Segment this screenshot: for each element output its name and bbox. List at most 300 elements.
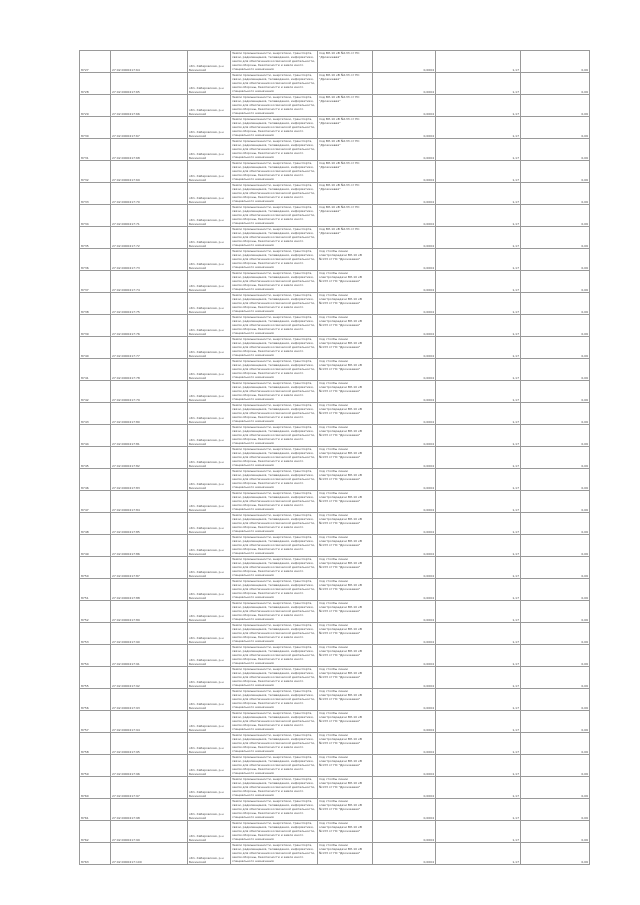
value-cell: 0,06 (521, 601, 590, 623)
rate-cell: 1,17 (436, 843, 521, 865)
table-row (80, 249, 590, 271)
purpose-cell: под столбы линии электропередачи ВЛ-10 кВ №133 от ПС "Дрожжевая" (318, 381, 373, 403)
land-category-cell: Земли промышленности, энергетики, транспорта, связи, радиовещания, телевидения, информатики, земли для обеспечения космической деятельности, земли обороны, безопасности и земли иного специального назначения (231, 271, 318, 293)
row-number-cell: 8727 (80, 51, 111, 73)
table-row (80, 403, 590, 425)
land-category-cell: Земли промышленности, энергетики, транспорта, связи, радиовещания, телевидения, информатики, земли для обеспечения космической деятельности, земли обороны, безопасности и земли иного специального назначения (231, 535, 318, 557)
value-cell: 0,06 (521, 755, 590, 777)
cadastral-number-cell: 27:02:0000417:87 (111, 557, 188, 579)
value-cell: 0,06 (521, 645, 590, 667)
purpose-cell: под столбы линии электропередачи ВЛ-10 кВ №133 от ПС "Дрожжевая" (318, 403, 373, 425)
row-number-cell: 8745 (80, 447, 111, 469)
area-cell: 0,0004 (373, 51, 436, 73)
land-category-cell: Земли промышленности, энергетики, транспорта, связи, радиовещания, телевидения, информатики, земли для обеспечения космической деятельности, земли обороны, безопасности и земли иного специального назначения (231, 777, 318, 799)
land-category-cell: Земли промышленности, энергетики, транспорта, связи, радиовещания, телевидения, информатики, земли для обеспечения космической деятельности, земли обороны, безопасности и земли иного специального назначения (231, 51, 318, 73)
land-category-cell: Земли промышленности, энергетики, транспорта, связи, радиовещания, телевидения, информатики, земли для обеспечения космической деятельности, земли обороны, безопасности и земли иного специального назначения (231, 755, 318, 777)
rate-cell: 1,17 (436, 711, 521, 733)
land-category-cell: Земли промышленности, энергетики, транспорта, связи, радиовещания, телевидения, информатики, земли для обеспечения космической деятельности, земли обороны, безопасности и земли иного специального назначения (231, 447, 318, 469)
rate-cell: 1,17 (436, 535, 521, 557)
rate-cell: 1,17 (436, 139, 521, 161)
land-category-cell: Земли промышленности, энергетики, транспорта, связи, радиовещания, телевидения, информатики, земли для обеспечения космической деятельности, земли обороны, безопасности и земли иного специального назначения (231, 337, 318, 359)
rate-cell: 1,17 (436, 755, 521, 777)
purpose-cell: под ВЛ-10 кВ №133 от ПС "Дрожжевая" (318, 117, 373, 139)
row-number-cell: 8744 (80, 425, 111, 447)
purpose-cell: под столбы линии электропередачи ВЛ-10 кВ №133 от ПС "Дрожжевая" (318, 645, 373, 667)
location-cell: обл. Хабаровская, р-н Бикинский (188, 315, 231, 337)
table-row (80, 73, 590, 95)
value-cell: 0,06 (521, 183, 590, 205)
land-category-cell: Земли промышленности, энергетики, транспорта, связи, радиовещания, телевидения, информатики, земли для обеспечения космической деятельности, земли обороны, безопасности и земли иного специального назначения (231, 95, 318, 117)
area-cell: 0,0004 (373, 73, 436, 95)
rate-cell: 1,17 (436, 315, 521, 337)
table-row (80, 293, 590, 315)
purpose-cell: под столбы линии электропередачи ВЛ-10 кВ №133 от ПС "Дрожжевая" (318, 249, 373, 271)
cadastral-number-cell: 27:02:0000417:76 (111, 315, 188, 337)
land-category-cell: Земли промышленности, энергетики, транспорта, связи, радиовещания, телевидения, информатики, земли для обеспечения космической деятельности, земли обороны, безопасности и земли иного специального назначения (231, 843, 318, 865)
area-cell: 0,0004 (373, 337, 436, 359)
land-category-cell: Земли промышленности, энергетики, транспорта, связи, радиовещания, телевидения, информатики, земли для обеспечения космической деятельности, земли обороны, безопасности и земли иного специального назначения (231, 469, 318, 491)
cadastral-number-cell: 27:02:0000417:90 (111, 623, 188, 645)
location-cell: обл. Хабаровская, р-н Бикинский (188, 689, 231, 711)
cadastral-number-cell: 27:02:0000417:74 (111, 271, 188, 293)
location-cell: обл. Хабаровская, р-н Бикинский (188, 249, 231, 271)
purpose-cell: под столбы линии электропередачи ВЛ-10 кВ №133 от ПС "Дрожжевая" (318, 777, 373, 799)
table-row (80, 601, 590, 623)
rate-cell: 1,17 (436, 601, 521, 623)
value-cell: 0,06 (521, 95, 590, 117)
rate-cell: 1,17 (436, 205, 521, 227)
value-cell: 0,06 (521, 315, 590, 337)
area-cell: 0,0004 (373, 623, 436, 645)
cadastral-number-cell: 27:02:0000417:78 (111, 359, 188, 381)
location-cell: обл. Хабаровская, р-н Бикинский (188, 337, 231, 359)
value-cell: 0,06 (521, 689, 590, 711)
row-number-cell: 8742 (80, 381, 111, 403)
row-number-cell: 8758 (80, 733, 111, 755)
rate-cell: 1,17 (436, 271, 521, 293)
purpose-cell: под ВЛ-10 кВ №133 от ПС "Дрожжевая" (318, 73, 373, 95)
cadastral-number-cell: 27:02:0000417:95 (111, 733, 188, 755)
row-number-cell: 8748 (80, 513, 111, 535)
land-category-cell: Земли промышленности, энергетики, транспорта, связи, радиовещания, телевидения, информатики, земли для обеспечения космической деятельности, земли обороны, безопасности и земли иного специального назначения (231, 623, 318, 645)
row-number-cell: 8732 (80, 161, 111, 183)
land-category-cell: Земли промышленности, энергетики, транспорта, связи, радиовещания, телевидения, информатики, земли для обеспечения космической деятельности, земли обороны, безопасности и земли иного специального назначения (231, 733, 318, 755)
purpose-cell: под столбы линии электропередачи ВЛ-10 кВ №133 от ПС "Дрожжевая" (318, 689, 373, 711)
table-row (80, 227, 590, 249)
cadastral-number-cell: 27:02:0000417:67 (111, 117, 188, 139)
cadastral-number-cell: 27:02:0000417:77 (111, 337, 188, 359)
area-cell: 0,0004 (373, 227, 436, 249)
cadastral-number-cell: 27:02:0000417:100 (111, 843, 188, 865)
value-cell: 0,06 (521, 227, 590, 249)
table-row (80, 821, 590, 843)
area-cell: 0,0004 (373, 469, 436, 491)
cadastral-number-cell: 27:02:0000417:84 (111, 491, 188, 513)
area-cell: 0,0004 (373, 821, 436, 843)
cadastral-number-cell: 27:02:0000417:64 (111, 51, 188, 73)
area-cell: 0,0004 (373, 117, 436, 139)
location-cell: обл. Хабаровская, р-н Бикинский (188, 183, 231, 205)
table-row (80, 491, 590, 513)
value-cell: 0,06 (521, 843, 590, 865)
area-cell: 0,0004 (373, 579, 436, 601)
row-number-cell: 8739 (80, 315, 111, 337)
table-row (80, 755, 590, 777)
location-cell: обл. Хабаровская, р-н Бикинский (188, 117, 231, 139)
location-cell: обл. Хабаровская, р-н Бикинский (188, 359, 231, 381)
row-number-cell: 8757 (80, 711, 111, 733)
purpose-cell: под ВЛ-10 кВ №133 от ПС "Дрожжевая" (318, 227, 373, 249)
table-row (80, 623, 590, 645)
row-number-cell: 8750 (80, 557, 111, 579)
purpose-cell: под столбы линии электропередачи ВЛ-10 кВ №133 от ПС "Дрожжевая" (318, 557, 373, 579)
table-row (80, 843, 590, 865)
row-number-cell: 8735 (80, 227, 111, 249)
table-row (80, 535, 590, 557)
table-row (80, 447, 590, 469)
purpose-cell: под столбы линии электропередачи ВЛ-10 кВ №133 от ПС "Дрожжевая" (318, 447, 373, 469)
cadastral-number-cell: 27:02:0000417:99 (111, 821, 188, 843)
value-cell: 0,06 (521, 359, 590, 381)
area-cell: 0,0004 (373, 381, 436, 403)
value-cell: 0,06 (521, 733, 590, 755)
purpose-cell: под столбы линии электропередачи ВЛ-10 кВ №133 от ПС "Дрожжевая" (318, 359, 373, 381)
row-number-cell: 8731 (80, 139, 111, 161)
value-cell: 0,06 (521, 73, 590, 95)
area-cell: 0,0004 (373, 315, 436, 337)
area-cell: 0,0004 (373, 359, 436, 381)
row-number-cell: 8741 (80, 359, 111, 381)
land-plots-table (79, 50, 590, 865)
purpose-cell: под столбы линии электропередачи ВЛ-10 кВ №133 от ПС "Дрожжевая" (318, 821, 373, 843)
land-category-cell: Земли промышленности, энергетики, транспорта, связи, радиовещания, телевидения, информатики, земли для обеспечения космической деятельности, земли обороны, безопасности и земли иного специального назначения (231, 293, 318, 315)
table-row (80, 557, 590, 579)
row-number-cell: 8733 (80, 183, 111, 205)
purpose-cell: под столбы линии электропередачи ВЛ-10 кВ №133 от ПС "Дрожжевая" (318, 315, 373, 337)
land-category-cell: Земли промышленности, энергетики, транспорта, связи, радиовещания, телевидения, информатики, земли для обеспечения космической деятельности, земли обороны, безопасности и земли иного специального назначения (231, 205, 318, 227)
area-cell: 0,0004 (373, 513, 436, 535)
rate-cell: 1,17 (436, 51, 521, 73)
row-number-cell: 8759 (80, 755, 111, 777)
location-cell: обл. Хабаровская, р-н Бикинский (188, 293, 231, 315)
table-row (80, 95, 590, 117)
cadastral-number-cell: 27:02:0000417:73 (111, 249, 188, 271)
area-cell: 0,0004 (373, 733, 436, 755)
purpose-cell: под ВЛ-10 кВ №133 от ПС "Дрожжевая" (318, 95, 373, 117)
table-row (80, 359, 590, 381)
cadastral-number-cell: 27:02:0000417:97 (111, 777, 188, 799)
table-row (80, 381, 590, 403)
value-cell: 0,06 (521, 271, 590, 293)
location-cell: обл. Хабаровская, р-н Бикинский (188, 381, 231, 403)
row-number-cell: 8737 (80, 271, 111, 293)
purpose-cell: под столбы линии электропередачи ВЛ-10 кВ №133 от ПС "Дрожжевая" (318, 733, 373, 755)
row-number-cell: 8763 (80, 843, 111, 865)
rate-cell: 1,17 (436, 447, 521, 469)
table-row (80, 513, 590, 535)
purpose-cell: под ВЛ-10 кВ №133 от ПС "Дрожжевая" (318, 139, 373, 161)
area-cell: 0,0004 (373, 447, 436, 469)
cadastral-number-cell: 27:02:0000417:88 (111, 579, 188, 601)
value-cell: 0,06 (521, 381, 590, 403)
cadastral-number-cell: 27:02:0000417:79 (111, 381, 188, 403)
table-row (80, 315, 590, 337)
purpose-cell: под ВЛ-10 кВ №133 от ПС "Дрожжевая" (318, 51, 373, 73)
row-number-cell: 8762 (80, 821, 111, 843)
land-category-cell: Земли промышленности, энергетики, транспорта, связи, радиовещания, телевидения, информатики, земли для обеспечения космической деятельности, земли обороны, безопасности и земли иного специального назначения (231, 557, 318, 579)
value-cell: 0,06 (521, 491, 590, 513)
area-cell: 0,0004 (373, 183, 436, 205)
cadastral-number-cell: 27:02:0000417:86 (111, 535, 188, 557)
cadastral-number-cell: 27:02:0000417:71 (111, 205, 188, 227)
row-number-cell: 8738 (80, 293, 111, 315)
rate-cell: 1,17 (436, 579, 521, 601)
land-category-cell: Земли промышленности, энергетики, транспорта, связи, радиовещания, телевидения, информатики, земли для обеспечения космической деятельности, земли обороны, безопасности и земли иного специального назначения (231, 315, 318, 337)
value-cell: 0,06 (521, 403, 590, 425)
area-cell: 0,0004 (373, 95, 436, 117)
location-cell: обл. Хабаровская, р-н Бикинский (188, 227, 231, 249)
area-cell: 0,0004 (373, 403, 436, 425)
row-number-cell: 8753 (80, 623, 111, 645)
table-row (80, 799, 590, 821)
value-cell: 0,06 (521, 667, 590, 689)
value-cell: 0,06 (521, 535, 590, 557)
rate-cell: 1,17 (436, 359, 521, 381)
rate-cell: 1,17 (436, 117, 521, 139)
location-cell: обл. Хабаровская, р-н Бикинский (188, 139, 231, 161)
area-cell: 0,0004 (373, 425, 436, 447)
land-category-cell: Земли промышленности, энергетики, транспорта, связи, радиовещания, телевидения, информатики, земли для обеспечения космической деятельности, земли обороны, безопасности и земли иного специального назначения (231, 711, 318, 733)
area-cell: 0,0004 (373, 843, 436, 865)
area-cell: 0,0004 (373, 293, 436, 315)
cadastral-number-cell: 27:02:0000417:80 (111, 403, 188, 425)
location-cell: обл. Хабаровская, р-н Бикинский (188, 733, 231, 755)
location-cell: обл. Хабаровская, р-н Бикинский (188, 447, 231, 469)
value-cell: 0,06 (521, 139, 590, 161)
row-number-cell: 8746 (80, 469, 111, 491)
area-cell: 0,0004 (373, 777, 436, 799)
area-cell: 0,0004 (373, 711, 436, 733)
table-row (80, 689, 590, 711)
area-cell: 0,0004 (373, 689, 436, 711)
row-number-cell: 8754 (80, 645, 111, 667)
location-cell: обл. Хабаровская, р-н Бикинский (188, 73, 231, 95)
rate-cell: 1,17 (436, 623, 521, 645)
purpose-cell: под столбы линии электропередачи ВЛ-10 кВ №133 от ПС "Дрожжевая" (318, 667, 373, 689)
land-category-cell: Земли промышленности, энергетики, транспорта, связи, радиовещания, телевидения, информатики, земли для обеспечения космической деятельности, земли обороны, безопасности и земли иного специального назначения (231, 645, 318, 667)
purpose-cell: под столбы линии электропередачи ВЛ-10 кВ №133 от ПС "Дрожжевая" (318, 535, 373, 557)
land-category-cell: Земли промышленности, энергетики, транспорта, связи, радиовещания, телевидения, информатики, земли для обеспечения космической деятельности, земли обороны, безопасности и земли иного специального назначения (231, 227, 318, 249)
cadastral-number-cell: 27:02:0000417:83 (111, 469, 188, 491)
document-sheet (79, 50, 588, 865)
rate-cell: 1,17 (436, 667, 521, 689)
land-category-cell: Земли промышленности, энергетики, транспорта, связи, радиовещания, телевидения, информатики, земли для обеспечения космической деятельности, земли обороны, безопасности и земли иного специального назначения (231, 381, 318, 403)
purpose-cell: под столбы линии электропередачи ВЛ-10 кВ №133 от ПС "Дрожжевая" (318, 755, 373, 777)
cadastral-number-cell: 27:02:0000417:69 (111, 161, 188, 183)
table-row (80, 139, 590, 161)
cadastral-number-cell: 27:02:0000417:89 (111, 601, 188, 623)
rate-cell: 1,17 (436, 227, 521, 249)
area-cell: 0,0004 (373, 271, 436, 293)
cadastral-number-cell: 27:02:0000417:75 (111, 293, 188, 315)
rate-cell: 1,17 (436, 645, 521, 667)
area-cell: 0,0004 (373, 491, 436, 513)
rate-cell: 1,17 (436, 161, 521, 183)
cadastral-number-cell: 27:02:0000417:66 (111, 95, 188, 117)
purpose-cell: под ВЛ-10 кВ №133 от ПС "Дрожжевая" (318, 161, 373, 183)
row-number-cell: 8736 (80, 249, 111, 271)
value-cell: 0,06 (521, 249, 590, 271)
location-cell: обл. Хабаровская, р-н Бикинский (188, 843, 231, 865)
location-cell: обл. Хабаровская, р-н Бикинский (188, 755, 231, 777)
cadastral-number-cell: 27:02:0000417:93 (111, 689, 188, 711)
row-number-cell: 8756 (80, 689, 111, 711)
rate-cell: 1,17 (436, 293, 521, 315)
location-cell: обл. Хабаровская, р-н Бикинский (188, 579, 231, 601)
table-row (80, 117, 590, 139)
land-category-cell: Земли промышленности, энергетики, транспорта, связи, радиовещания, телевидения, информатики, земли для обеспечения космической деятельности, земли обороны, безопасности и земли иного специального назначения (231, 491, 318, 513)
table-row (80, 183, 590, 205)
land-category-cell: Земли промышленности, энергетики, транспорта, связи, радиовещания, телевидения, информатики, земли для обеспечения космической деятельности, земли обороны, безопасности и земли иного специального назначения (231, 821, 318, 843)
cadastral-number-cell: 27:02:0000417:85 (111, 513, 188, 535)
table-row (80, 645, 590, 667)
row-number-cell: 8747 (80, 491, 111, 513)
land-category-cell: Земли промышленности, энергетики, транспорта, связи, радиовещания, телевидения, информатики, земли для обеспечения космической деятельности, земли обороны, безопасности и земли иного специального назначения (231, 183, 318, 205)
value-cell: 0,06 (521, 513, 590, 535)
location-cell: обл. Хабаровская, р-н Бикинский (188, 491, 231, 513)
area-cell: 0,0004 (373, 799, 436, 821)
row-number-cell: 8734 (80, 205, 111, 227)
row-number-cell: 8755 (80, 667, 111, 689)
cadastral-number-cell: 27:02:0000417:91 (111, 645, 188, 667)
purpose-cell: под столбы линии электропередачи ВЛ-10 кВ №133 от ПС "Дрожжевая" (318, 271, 373, 293)
row-number-cell: 8728 (80, 73, 111, 95)
location-cell: обл. Хабаровская, р-н Бикинский (188, 271, 231, 293)
location-cell: обл. Хабаровская, р-н Бикинский (188, 535, 231, 557)
rate-cell: 1,17 (436, 95, 521, 117)
location-cell: обл. Хабаровская, р-н Бикинский (188, 513, 231, 535)
value-cell: 0,06 (521, 51, 590, 73)
location-cell: обл. Хабаровская, р-н Бикинский (188, 711, 231, 733)
location-cell: обл. Хабаровская, р-н Бикинский (188, 51, 231, 73)
purpose-cell: под столбы линии электропередачи ВЛ-10 кВ №133 от ПС "Дрожжевая" (318, 799, 373, 821)
location-cell: обл. Хабаровская, р-н Бикинский (188, 95, 231, 117)
value-cell: 0,06 (521, 117, 590, 139)
cadastral-number-cell: 27:02:0000417:68 (111, 139, 188, 161)
location-cell: обл. Хабаровская, р-н Бикинский (188, 821, 231, 843)
table-row (80, 337, 590, 359)
row-number-cell: 8740 (80, 337, 111, 359)
table-row (80, 469, 590, 491)
row-number-cell: 8743 (80, 403, 111, 425)
value-cell: 0,06 (521, 161, 590, 183)
rate-cell: 1,17 (436, 557, 521, 579)
value-cell: 0,06 (521, 711, 590, 733)
table-row (80, 161, 590, 183)
value-cell: 0,06 (521, 205, 590, 227)
purpose-cell: под столбы линии электропередачи ВЛ-10 кВ №133 от ПС "Дрожжевая" (318, 469, 373, 491)
cadastral-number-cell: 27:02:0000417:65 (111, 73, 188, 95)
value-cell: 0,06 (521, 799, 590, 821)
value-cell: 0,06 (521, 447, 590, 469)
land-category-cell: Земли промышленности, энергетики, транспорта, связи, радиовещания, телевидения, информатики, земли для обеспечения космической деятельности, земли обороны, безопасности и земли иного специального назначения (231, 799, 318, 821)
table-row (80, 51, 590, 73)
cadastral-number-cell: 27:02:0000417:92 (111, 667, 188, 689)
land-category-cell: Земли промышленности, энергетики, транспорта, связи, радиовещания, телевидения, информатики, земли для обеспечения космической деятельности, земли обороны, безопасности и земли иного специального назначения (231, 513, 318, 535)
table-body (80, 51, 590, 865)
row-number-cell: 8752 (80, 601, 111, 623)
rate-cell: 1,17 (436, 513, 521, 535)
table-row (80, 205, 590, 227)
value-cell: 0,06 (521, 579, 590, 601)
rate-cell: 1,17 (436, 337, 521, 359)
area-cell: 0,0004 (373, 667, 436, 689)
area-cell: 0,0004 (373, 205, 436, 227)
table-row (80, 777, 590, 799)
value-cell: 0,06 (521, 425, 590, 447)
row-number-cell: 8760 (80, 777, 111, 799)
location-cell: обл. Хабаровская, р-н Бикинский (188, 557, 231, 579)
area-cell: 0,0004 (373, 535, 436, 557)
rate-cell: 1,17 (436, 777, 521, 799)
purpose-cell: под ВЛ-10 кВ №133 от ПС "Дрожжевая" (318, 205, 373, 227)
land-category-cell: Земли промышленности, энергетики, транспорта, связи, радиовещания, телевидения, информатики, земли для обеспечения космической деятельности, земли обороны, безопасности и земли иного специального назначения (231, 139, 318, 161)
cadastral-number-cell: 27:02:0000417:96 (111, 755, 188, 777)
land-category-cell: Земли промышленности, энергетики, транспорта, связи, радиовещания, телевидения, информатики, земли для обеспечения космической деятельности, земли обороны, безопасности и земли иного специального назначения (231, 425, 318, 447)
value-cell: 0,06 (521, 337, 590, 359)
rate-cell: 1,17 (436, 469, 521, 491)
rate-cell: 1,17 (436, 689, 521, 711)
value-cell: 0,06 (521, 821, 590, 843)
value-cell: 0,06 (521, 469, 590, 491)
area-cell: 0,0004 (373, 601, 436, 623)
location-cell: обл. Хабаровская, р-н Бикинский (188, 601, 231, 623)
table-row (80, 579, 590, 601)
purpose-cell: под столбы линии электропередачи ВЛ-10 кВ №133 от ПС "Дрожжевая" (318, 293, 373, 315)
area-cell: 0,0004 (373, 249, 436, 271)
land-category-cell: Земли промышленности, энергетики, транспорта, связи, радиовещания, телевидения, информатики, земли для обеспечения космической деятельности, земли обороны, безопасности и земли иного специального назначения (231, 359, 318, 381)
area-cell: 0,0004 (373, 139, 436, 161)
location-cell: обл. Хабаровская, р-н Бикинский (188, 645, 231, 667)
location-cell: обл. Хабаровская, р-н Бикинский (188, 205, 231, 227)
purpose-cell: под столбы линии электропередачи ВЛ-10 кВ №133 от ПС "Дрожжевая" (318, 711, 373, 733)
area-cell: 0,0004 (373, 645, 436, 667)
purpose-cell: под столбы линии электропередачи ВЛ-10 кВ №133 от ПС "Дрожжевая" (318, 513, 373, 535)
area-cell: 0,0004 (373, 755, 436, 777)
rate-cell: 1,17 (436, 403, 521, 425)
location-cell: обл. Хабаровская, р-н Бикинский (188, 161, 231, 183)
location-cell: обл. Хабаровская, р-н Бикинский (188, 667, 231, 689)
land-category-cell: Земли промышленности, энергетики, транспорта, связи, радиовещания, телевидения, информатики, земли для обеспечения космической деятельности, земли обороны, безопасности и земли иного специального назначения (231, 667, 318, 689)
rate-cell: 1,17 (436, 491, 521, 513)
row-number-cell: 8730 (80, 117, 111, 139)
rate-cell: 1,17 (436, 73, 521, 95)
location-cell: обл. Хабаровская, р-н Бикинский (188, 777, 231, 799)
purpose-cell: под столбы линии электропередачи ВЛ-10 кВ №133 от ПС "Дрожжевая" (318, 579, 373, 601)
table-row (80, 425, 590, 447)
land-category-cell: Земли промышленности, энергетики, транспорта, связи, радиовещания, телевидения, информатики, земли для обеспечения космической деятельности, земли обороны, безопасности и земли иного специального назначения (231, 689, 318, 711)
rate-cell: 1,17 (436, 183, 521, 205)
location-cell: обл. Хабаровская, р-н Бикинский (188, 469, 231, 491)
row-number-cell: 8749 (80, 535, 111, 557)
table-row (80, 711, 590, 733)
purpose-cell: под столбы линии электропередачи ВЛ-10 кВ №133 от ПС "Дрожжевая" (318, 843, 373, 865)
rate-cell: 1,17 (436, 381, 521, 403)
row-number-cell: 8761 (80, 799, 111, 821)
value-cell: 0,06 (521, 623, 590, 645)
location-cell: обл. Хабаровская, р-н Бикинский (188, 623, 231, 645)
land-category-cell: Земли промышленности, энергетики, транспорта, связи, радиовещания, телевидения, информатики, земли для обеспечения космической деятельности, земли обороны, безопасности и земли иного специального назначения (231, 403, 318, 425)
